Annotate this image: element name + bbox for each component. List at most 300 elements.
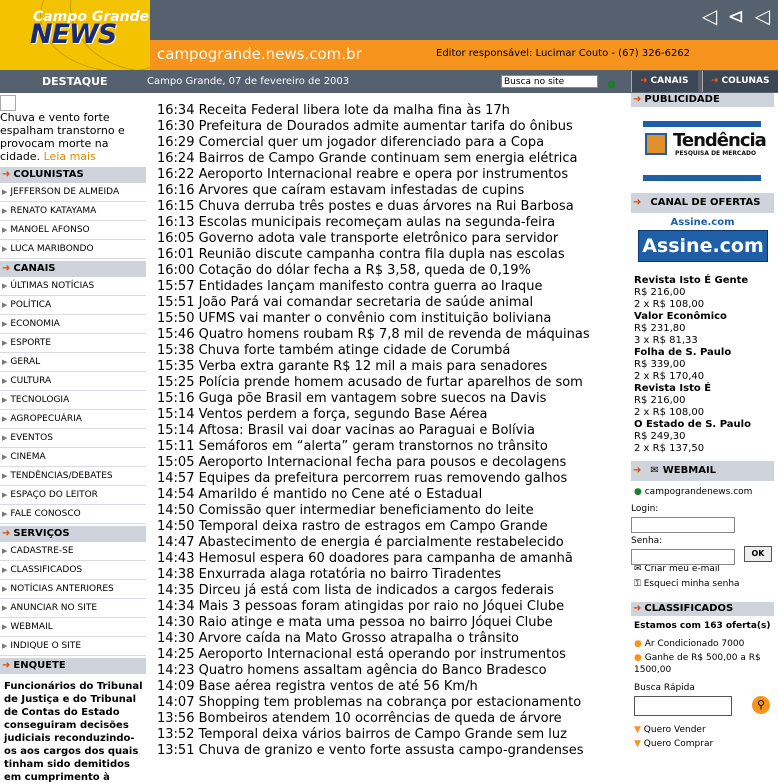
quero-comprar-text: Quero Comprar [643, 739, 714, 749]
section-canais [0, 261, 146, 277]
news-item[interactable] [157, 679, 627, 695]
section-title: ENQUETE [13, 660, 66, 671]
news-time: 16:05 [157, 231, 195, 246]
bullet-icon: ▶ [2, 358, 8, 366]
news-item[interactable] [157, 711, 627, 727]
servico-item[interactable] [0, 561, 146, 580]
classif-items [634, 638, 774, 676]
lead-image[interactable] [0, 95, 16, 111]
bullet-icon: ▶ [2, 566, 8, 574]
section-title: CLASSIFICADOS [644, 603, 734, 614]
news-list [157, 103, 627, 759]
canal-item-label: CINEMA [10, 452, 46, 462]
oferta-name: Valor Econômico [634, 311, 727, 322]
news-time: 14:09 [157, 679, 195, 694]
canal-item[interactable] [0, 315, 146, 334]
arrow-right-icon: ➜ [2, 169, 11, 180]
quero-vender-text: Quero Vender [643, 725, 706, 735]
bullet-icon: ▶ [2, 585, 8, 593]
news-item[interactable] [157, 471, 627, 487]
news-item[interactable] [157, 727, 627, 743]
arrow-right-icon: ➜ [2, 528, 11, 539]
news-title: Temporal deixa vários bairros de Campo Grande sem luz [198, 727, 567, 742]
oferta-parcel: 3 x R$ 81,33 [634, 335, 698, 346]
section-webmail [631, 461, 774, 481]
news-item[interactable] [157, 519, 627, 535]
tab-label: COLUNAS [721, 76, 770, 86]
news-time: 14:57 [157, 471, 195, 486]
news-title: Amarildo é mantido no Cene até o Estadual [198, 487, 483, 502]
news-title: Base aérea registra ventos de até 56 Km/h [198, 679, 478, 694]
canal-item[interactable] [0, 467, 146, 486]
bullet-icon: ▶ [2, 623, 8, 631]
news-title: Mais 3 pessoas foram atingidas por raio no Jóquei Clube [198, 599, 565, 614]
bullet-icon: ▶ [2, 245, 8, 253]
news-item[interactable] [157, 247, 627, 263]
login-field[interactable] [631, 517, 735, 533]
news-item[interactable] [157, 487, 627, 503]
bullet-icon: ▶ [2, 642, 8, 650]
canal-item-label: EVENTOS [10, 433, 53, 443]
canal-item-label: TECNOLOGIA [10, 395, 70, 405]
section-title: WEBMAIL [662, 465, 717, 476]
news-time: 13:52 [157, 727, 195, 742]
bullet-icon: ▶ [2, 491, 8, 499]
news-time: 16:29 [157, 135, 195, 150]
news-title: Guga põe Brasil em vantagem sobre suecos na Davis [198, 391, 547, 406]
news-title: Ventos perdem a força, segundo Base Aérea [198, 407, 488, 422]
canal-item[interactable] [0, 505, 146, 524]
servicos-list [0, 542, 146, 656]
news-time: 15:38 [157, 343, 195, 358]
logo-text-news: NEWS [30, 19, 117, 50]
section-classificados [631, 602, 774, 616]
news-title: João Pará vai comandar secretaria de saúde animal [198, 295, 534, 310]
news-time: 15:14 [157, 423, 195, 438]
triangle-icon: ▼ [634, 739, 641, 749]
news-title: Governo adota vale transporte eletrônico para servidor [198, 231, 559, 246]
servico-item-label: ANUNCIAR NO SITE [10, 603, 98, 613]
news-title: Aeroporto Internacional reabre e opera por instrumentos [198, 167, 569, 182]
canal-item-label: POLÍTICA [10, 300, 52, 310]
canal-item[interactable] [0, 353, 146, 372]
oferta-item[interactable] [634, 419, 774, 455]
esqueci-senha-link[interactable] [634, 577, 774, 592]
servico-item-label: WEBMAIL [10, 622, 53, 632]
password-field[interactable] [631, 549, 735, 565]
arrow-right-icon: ➜ [633, 465, 642, 476]
news-item[interactable] [157, 311, 627, 327]
search-input[interactable] [501, 75, 598, 88]
canal-item-label: ECONOMIA [10, 319, 60, 329]
classif-count: Estamos com 163 oferta(s) [634, 621, 771, 631]
news-item[interactable] [157, 455, 627, 471]
news-time: 14:25 [157, 647, 195, 662]
nav-arrows-icon[interactable]: ◁ ⊲ ◁ [701, 4, 772, 28]
news-time: 14:38 [157, 567, 195, 582]
tendencia-subtitle: PESQUISA DE MERCADO [675, 150, 757, 157]
news-item[interactable] [157, 135, 627, 151]
news-time: 14:50 [157, 519, 195, 534]
classif-item[interactable] [634, 638, 774, 650]
news-time: 14:47 [157, 535, 195, 550]
canal-item-label: GERAL [10, 357, 41, 367]
oferta-parcel: 2 x R$ 137,50 [634, 443, 705, 454]
news-time: 16:00 [157, 263, 195, 278]
site-logo[interactable] [0, 0, 150, 70]
colunista-item[interactable] [0, 183, 146, 202]
canal-item-label: ESPAÇO DO LEITOR [10, 490, 98, 500]
news-item[interactable] [157, 583, 627, 599]
canal-item-label: CULTURA [10, 376, 52, 386]
arrow-right-icon: ➜ [640, 76, 648, 86]
news-time: 15:25 [157, 375, 195, 390]
bullet-icon: ▶ [2, 282, 8, 290]
news-item[interactable] [157, 391, 627, 407]
right-sidebar [631, 93, 774, 750]
news-item[interactable] [157, 167, 627, 183]
news-item[interactable] [157, 119, 627, 135]
news-item[interactable] [157, 423, 627, 439]
news-title: Shopping tem problemas na cobrança por estacionamento [198, 695, 582, 710]
news-item[interactable] [157, 663, 627, 679]
classif-item-text: Ganhe de R$ 500,00 a R$ 1500,00 [634, 653, 761, 675]
news-title: Cotação do dólar fecha a R$ 3,58, queda de 0,19% [198, 263, 531, 278]
oferta-parcel: 2 x R$ 108,00 [634, 407, 705, 418]
oferta-name: Revista Isto É Gente [634, 275, 749, 286]
news-title: Dirceu já está com lista de indicados a cargos federais [198, 583, 554, 598]
news-title: Enxurrada alaga rotatória no bairro Tiradentes [198, 567, 502, 582]
oferta-item[interactable] [634, 275, 774, 311]
news-time: 14:07 [157, 695, 195, 710]
canal-item-label: ESPORTE [10, 338, 52, 348]
news-item[interactable] [157, 103, 627, 119]
news-item[interactable] [157, 599, 627, 615]
news-time: 15:05 [157, 455, 195, 470]
servico-item-label: NOTÍCIAS ANTERIORES [10, 584, 114, 594]
senha-label: Senha: [631, 536, 663, 546]
servico-item[interactable] [0, 599, 146, 618]
logo-text-line1: Campo Grande [33, 9, 150, 25]
news-item[interactable] [157, 359, 627, 375]
news-item[interactable] [157, 199, 627, 215]
news-item[interactable] [157, 375, 627, 391]
news-item[interactable] [157, 151, 627, 167]
news-title: Chuva derruba três postes e duas árvores na Rui Barbosa [198, 199, 574, 214]
news-item[interactable] [157, 263, 627, 279]
news-item[interactable] [157, 551, 627, 567]
news-item[interactable] [157, 439, 627, 455]
news-title: Abastecimento de energia é parcialmente restabelecido [198, 535, 564, 550]
bullet-icon: ▶ [2, 188, 8, 196]
classificados-block [634, 620, 774, 750]
news-title: Entidades lançam manifesto contra guerra ao Iraque [198, 279, 543, 294]
bullet-icon: ▶ [2, 547, 8, 555]
tab-label: CANAIS [650, 76, 689, 86]
news-title: Bairros de Campo Grande continuam sem energia elétrica [198, 151, 578, 166]
colunista-item-label: JEFFERSON DE ALMEIDA [10, 187, 120, 197]
news-time: 14:30 [157, 631, 195, 646]
quero-vender-link[interactable] [634, 724, 774, 736]
canal-item[interactable] [0, 296, 146, 315]
oferta-parcel: 2 x R$ 108,00 [634, 299, 705, 310]
news-title: Comercial quer um jogador diferenciado para a Copa [198, 135, 545, 150]
ofertas-list [634, 275, 774, 455]
section-colunistas [0, 167, 146, 183]
arrow-right-icon: ➜ [633, 94, 642, 105]
news-item[interactable] [157, 695, 627, 711]
assine-banner[interactable]: Assine.com [638, 230, 768, 262]
search-icon[interactable]: ⚲ [752, 696, 770, 714]
bullet-icon: ▶ [2, 320, 8, 328]
news-item[interactable] [157, 535, 627, 551]
news-time: 15:35 [157, 359, 195, 374]
oferta-price: R$ 216,00 [634, 395, 686, 406]
servico-item[interactable] [0, 618, 146, 637]
oferta-name: Revista Isto É [634, 383, 712, 394]
bullet-icon: ▶ [2, 377, 8, 385]
news-title: Comissão quer intermediar beneficiamento do leite [198, 503, 534, 518]
tendencia-ad[interactable] [643, 121, 766, 181]
news-title: Chuva de granizo e vento forte assusta campo-grandenses [198, 743, 584, 758]
news-time: 15:57 [157, 279, 195, 294]
news-time: 16:24 [157, 151, 195, 166]
enquete-text[interactable]: Funcionários do Tribunal de Justiça e do Tribunal de Contas do Estado conseguiram decisões judiciais reconduzindo-os aos cargos dos quais tinham sido demitidos em cumprimento à [4, 681, 143, 783]
lead-story [0, 111, 146, 165]
news-time: 16:15 [157, 199, 195, 214]
bullet-icon: ▶ [2, 415, 8, 423]
arrow-right-icon: ➜ [633, 603, 642, 614]
news-title: Bombeiros atendem 10 ocorrências de queda de árvore [198, 711, 562, 726]
canal-item[interactable] [0, 391, 146, 410]
section-title: CANAL DE OFERTAS [650, 197, 761, 208]
colunista-item-label: RENATO KATAYAMA [10, 206, 97, 216]
news-item[interactable] [157, 327, 627, 343]
webmail-domain-text: campograndenews.com [644, 487, 753, 497]
canal-item[interactable] [0, 410, 146, 429]
oferta-item[interactable] [634, 383, 774, 419]
bullet-icon: ▶ [2, 472, 8, 480]
news-item[interactable] [157, 503, 627, 519]
news-title: Verba extra garante R$ 12 mil a mais para senadores [198, 359, 548, 374]
news-title: Quatro homens roubam R$ 7,8 mil de revenda de máquinas [198, 327, 590, 342]
news-time: 15:46 [157, 327, 195, 342]
section-title: SERVIÇOS [13, 528, 70, 539]
news-title: Prefeitura de Dourados admite aumentar tarifa do ônibus [198, 119, 573, 134]
left-sidebar [0, 93, 146, 784]
tab-colunas[interactable] [702, 71, 778, 92]
mail-icon: ✉ [650, 465, 659, 476]
news-time: 14:30 [157, 615, 195, 630]
news-title: Reunião discute campanha contra fila dupla nas escolas [198, 247, 565, 262]
arrow-right-icon: ➜ [633, 197, 642, 208]
busca-rapida-label: Busca Rápida [634, 683, 695, 693]
bullet-icon: ▶ [2, 207, 8, 215]
news-title: Temporal deixa rastro de estragos em Campo Grande [198, 519, 548, 534]
news-item[interactable] [157, 647, 627, 663]
current-date: Campo Grande, 07 de fevereiro de 2003 [147, 76, 350, 87]
login-label: Login: [631, 504, 659, 514]
news-time: 16:30 [157, 119, 195, 134]
oferta-parcel: 2 x R$ 170,40 [634, 371, 705, 382]
lead-read-more-link[interactable]: Leia mais [43, 150, 96, 163]
news-time: 16:34 [157, 103, 195, 118]
editor-info: Editor responsável: Lucimar Couto - (67) 326-6262 [436, 48, 691, 59]
canal-item-label: AGROPECUÁRIA [10, 414, 82, 424]
bullet-icon: ● [634, 639, 645, 649]
oferta-price: R$ 249,30 [634, 431, 686, 442]
servico-item[interactable] [0, 580, 146, 599]
news-item[interactable] [157, 183, 627, 199]
bullet-icon: ▶ [2, 604, 8, 612]
oferta-item[interactable] [634, 311, 774, 347]
colunista-item-label: MANOEL AFONSO [10, 225, 90, 235]
section-title: PUBLICIDADE [644, 94, 720, 105]
news-time: 14:23 [157, 663, 195, 678]
news-item[interactable] [157, 631, 627, 647]
news-item[interactable] [157, 743, 627, 759]
news-title: Árvore caída na Mato Grosso atrapalha o trânsito [198, 631, 519, 646]
section-enquete [0, 658, 146, 674]
news-time: 15:51 [157, 295, 195, 310]
globe-icon: ● [634, 487, 642, 497]
colunista-item-label: LUCA MARIBONDO [10, 244, 94, 254]
news-title: Aeroporto Internacional está operando por instrumentos [198, 647, 566, 662]
tendencia-title: Tendência [673, 130, 766, 151]
news-time: 14:50 [157, 503, 195, 518]
news-time: 15:16 [157, 391, 195, 406]
servico-item-label: CLASSIFICADOS [10, 565, 83, 575]
bullet-icon: ▶ [2, 301, 8, 309]
servico-item-label: CADASTRE-SE [10, 546, 74, 556]
canal-item[interactable] [0, 429, 146, 448]
news-time: 15:11 [157, 439, 195, 454]
news-item[interactable] [157, 279, 627, 295]
destaque-label[interactable]: DESTAQUE [42, 75, 108, 88]
assine-url[interactable]: Assine.com [670, 217, 735, 228]
colunista-item[interactable] [0, 202, 146, 221]
news-time: 13:51 [157, 743, 195, 758]
ok-button[interactable]: OK [744, 546, 772, 562]
servico-item[interactable] [0, 637, 146, 656]
busca-rapida-input[interactable] [634, 696, 732, 716]
news-item[interactable] [157, 295, 627, 311]
section-canal-ofertas [631, 193, 774, 213]
canais-list [0, 277, 146, 524]
tab-canais[interactable] [631, 71, 698, 92]
news-time: 14:43 [157, 551, 195, 566]
oferta-price: R$ 216,00 [634, 287, 686, 298]
bullet-icon: ▶ [2, 510, 8, 518]
bullet-icon: ▶ [2, 434, 8, 442]
envelope-icon: ✉ [634, 564, 642, 574]
news-title: Aftosa: Brasil vai doar vacinas ao Paraguai e Bolívia [198, 423, 535, 438]
colunistas-list [0, 183, 146, 259]
quero-comprar-link[interactable] [634, 738, 774, 750]
colunista-item[interactable] [0, 240, 146, 259]
bullet-icon: ▶ [2, 396, 8, 404]
tendencia-logo-icon [645, 133, 667, 155]
news-title: Hemosul espera 60 doadores para campanha de amanhã [198, 551, 573, 566]
servico-item[interactable] [0, 542, 146, 561]
news-time: 13:56 [157, 711, 195, 726]
canal-item-label: ÚLTIMAS NOTÍCIAS [10, 281, 95, 291]
news-item[interactable] [157, 231, 627, 247]
oferta-price: R$ 231,80 [634, 323, 686, 334]
news-item[interactable] [157, 615, 627, 631]
oferta-price: R$ 339,00 [634, 359, 686, 370]
bullet-icon: ▶ [2, 339, 8, 347]
criar-email-text: Criar meu e-mail [644, 564, 720, 574]
news-time: 15:14 [157, 407, 195, 422]
news-time: 14:34 [157, 599, 195, 614]
arrow-right-icon: ➜ [2, 660, 11, 671]
colunista-item[interactable] [0, 221, 146, 240]
bullet-icon: ● [634, 653, 645, 663]
news-item[interactable] [157, 343, 627, 359]
news-item[interactable] [157, 567, 627, 583]
news-title: Polícia prende homem acusado de furtar aparelhos de som [198, 375, 583, 390]
section-title: CANAIS [13, 263, 56, 274]
news-time: 16:01 [157, 247, 195, 262]
news-time: 14:54 [157, 487, 195, 502]
news-title: Árvores que caíram estavam infestadas de cupins [198, 183, 525, 198]
oferta-name: O Estado de S. Paulo [634, 419, 751, 430]
classif-item-text: Ar Condicionado 7000 [644, 639, 745, 649]
bullet-icon: ▶ [2, 226, 8, 234]
canal-item-label: FALE CONOSCO [10, 509, 81, 519]
news-title: Raio atinge e mata uma pessoa no bairro Jóquei Clube [198, 615, 553, 630]
news-title: UFMS vai manter o convênio com instituição boliviana [198, 311, 552, 326]
bullet-icon: ▶ [2, 453, 8, 461]
news-item[interactable] [157, 407, 627, 423]
section-publicidade [631, 93, 774, 107]
canal-item[interactable] [0, 486, 146, 505]
news-time: 14:35 [157, 583, 195, 598]
site-url: campogrande.news.com.br [157, 45, 362, 63]
news-title: Equipes da prefeitura percorrem ruas removendo galhos [198, 471, 568, 486]
webmail-domain [634, 485, 774, 500]
canal-item[interactable] [0, 277, 146, 296]
section-servicos [0, 526, 146, 542]
arrow-right-icon: ➜ [711, 76, 719, 86]
servico-item-label: INDIQUE O SITE [10, 641, 82, 651]
news-title: Aeroporto Internacional fecha para pousos e decolagens [198, 455, 567, 470]
oferta-name: Folha de S. Paulo [634, 347, 732, 358]
arrow-right-icon: ➜ [2, 263, 11, 274]
news-title: Chuva forte também atinge cidade de Corumbá [198, 343, 511, 358]
classif-item[interactable] [634, 652, 774, 676]
news-title: Escolas municipais recomeçam aulas na segunda-feira [198, 215, 556, 230]
news-item[interactable] [157, 215, 627, 231]
canal-item-label: TENDÊNCIAS/DEBATES [10, 471, 113, 481]
canal-item[interactable] [0, 372, 146, 391]
search-icon[interactable]: ● [607, 79, 616, 90]
canal-item[interactable] [0, 334, 146, 353]
news-time: 16:13 [157, 215, 195, 230]
section-title: COLUNISTAS [13, 169, 84, 180]
lead-text: Chuva e vento forte espalham transtorno e provocam morte na cidade. [0, 111, 125, 163]
news-title: Semáforos em “alerta” geram transtornos no trânsito [198, 439, 548, 454]
oferta-item[interactable] [634, 347, 774, 383]
esqueci-senha-text: Esqueci minha senha [643, 579, 740, 589]
news-time: 15:50 [157, 311, 195, 326]
news-time: 16:22 [157, 167, 195, 182]
key-icon: ⚿ [634, 579, 641, 589]
canal-item[interactable] [0, 448, 146, 467]
triangle-icon: ▼ [634, 725, 641, 735]
news-title: Receita Federal libera lote da malha fina às 17h [198, 103, 510, 118]
